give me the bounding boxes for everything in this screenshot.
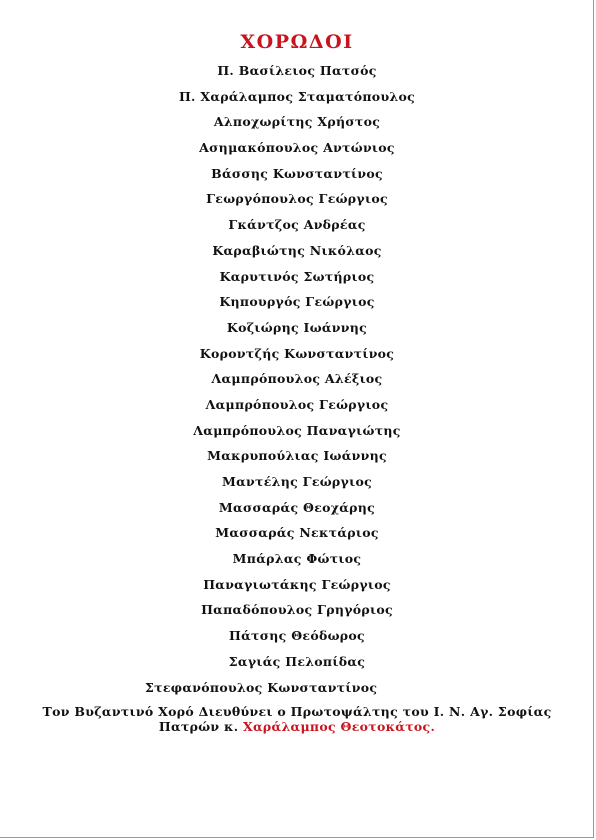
list-item: Γεωργόπουλος Γεώργιος <box>206 191 388 207</box>
list-item: Λαμπρόπουλος Αλέξιος <box>211 371 383 387</box>
list-item: Κοροντζής Κωνσταντίνος <box>199 345 395 361</box>
list-item: Παναγιωτάκης Γεώργιος <box>203 576 391 592</box>
list-item: Γκάντζος Ανδρέας <box>228 217 366 233</box>
director-name: Χαράλαμπος Θεοτοκάτος. <box>243 719 436 734</box>
list-item: Βάσσης Κωνσταντίνος <box>211 165 383 181</box>
director-note-line1: Τον Βυζαντινό Χορό Διευθύνει ο Πρωτοψάλτης του Ι. Ν. Αγ. Σοφίας <box>42 704 552 719</box>
list-item: Πάτσης Θεόδωρος <box>229 628 365 644</box>
list-item: Μαντέλης Γεώργιος <box>222 474 372 489</box>
choir-members-list <box>0 61 594 678</box>
page-title: ΧΟΡΩΔΟΙ <box>240 31 354 53</box>
list-item: Μασσαράς Νεκτάριος <box>215 525 379 541</box>
list-item: Λαμπρόπουλος Παναγιώτης <box>193 422 401 438</box>
list-item: Κηπουργός Γεώργιος <box>219 294 375 310</box>
list-item: Μπάρλας Φώτιος <box>232 551 362 567</box>
list-item: Ασημακόπουλος Αντώνιος <box>199 140 395 156</box>
list-item: Λαμπρόπουλος Γεώργιος <box>205 396 389 412</box>
list-item-last: Στεφανόπουλος Κωνσταντίνος <box>145 680 378 695</box>
list-item: Παπαδόπουλος Γρηγόριος <box>201 602 393 618</box>
director-note-prefix: Πατρών κ. <box>158 719 244 734</box>
director-note-line2 <box>10 719 584 734</box>
list-item: Μακρυπούλιας Ιωάννης <box>207 448 387 464</box>
list-item: Π. Βασίλειος Πατσός <box>217 63 377 78</box>
list-item: Καρυτινός Σωτήριος <box>219 268 375 284</box>
list-item: Σαγιάς Πελοπίδας <box>228 653 366 669</box>
list-item: Π. Χαράλαμπος Σταματόπουλος <box>178 88 416 104</box>
list-item: Καραβιώτης Νικόλαος <box>212 242 382 258</box>
list-item: Αλποχωρίτης Χρήστος <box>213 114 381 130</box>
list-item: Μασσαράς Θεοχάρης <box>218 499 376 515</box>
director-note <box>10 704 584 734</box>
list-item: Κοζιώρης Ιωάννης <box>226 319 368 335</box>
